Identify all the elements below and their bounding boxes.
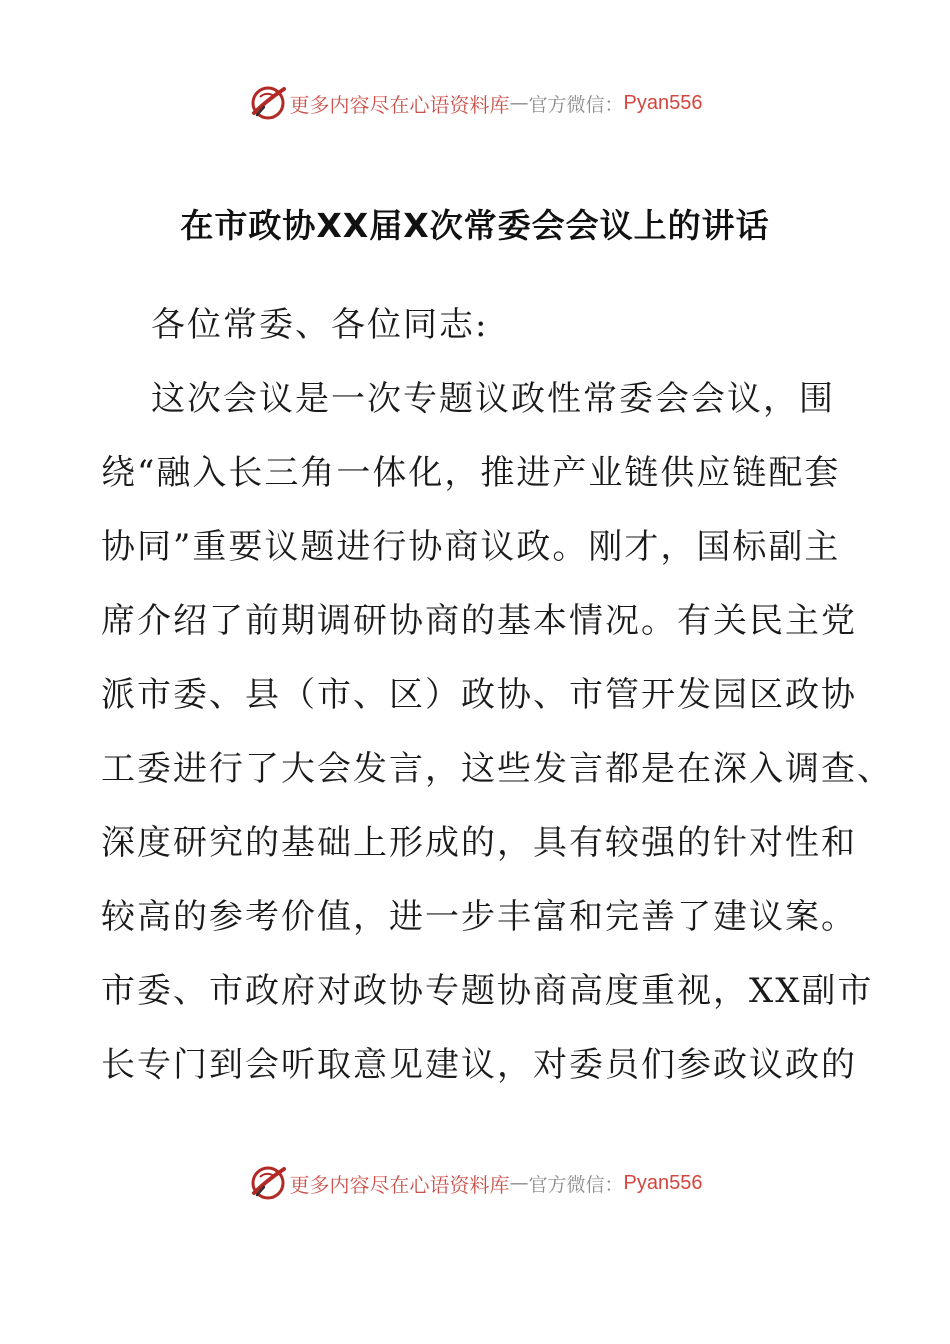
salutation-line: 各位常委、各位同志: [151,305,489,345]
banner-wechat-id: Pyan556 [623,91,703,114]
document-title: 在市政协XX届X次常委会会议上的讲话 [180,206,770,245]
paragraph-line: 市委、市政府对政协专题协商高度重视，XX副市 [101,971,874,1011]
paragraph-line: 深度研究的基础上形成的，具有较强的针对性和 [101,823,857,863]
banner-official-label: 官方微信： [528,93,624,116]
banner-wechat-id: Pyan556 [623,1171,703,1194]
banner-slogan: 更多内容尽在心语资料库 [289,1172,510,1197]
paragraph-line: 这次会议是一次专题议政性常委会会议，围 [151,379,835,419]
paragraph-line: 较高的参考价值，进一步丰富和完善了建议案。 [101,897,857,937]
banner-official-label: 官方微信： [528,1173,624,1196]
paragraph-line: 工委进行了大会发言，这些发言都是在深入调查、 [101,749,893,789]
document-body [101,288,893,1102]
pen-circle-logo-icon [248,1163,288,1203]
paragraph-line: 席介绍了前期调研协商的基本情况。有关民主党 [101,601,857,641]
footer-banner [0,1161,950,1205]
banner-separator: — [509,92,529,114]
paragraph-line: 绕“融入长三角一体化，推进产业链供应链配套 [101,453,841,493]
paragraph-line: 派市委、县（市、区）政协、市管开发园区政协 [101,675,857,715]
paragraph-line: 协同”重要议题进行协商议政。刚才，国标副主 [101,527,841,567]
paragraph-line: 长专门到会听取意见建议，对委员们参政议政的 [101,1045,857,1085]
banner-separator: — [509,1172,529,1194]
banner-slogan: 更多内容尽在心语资料库 [289,92,510,117]
pen-circle-logo-icon [248,83,288,123]
header-banner [0,81,950,125]
